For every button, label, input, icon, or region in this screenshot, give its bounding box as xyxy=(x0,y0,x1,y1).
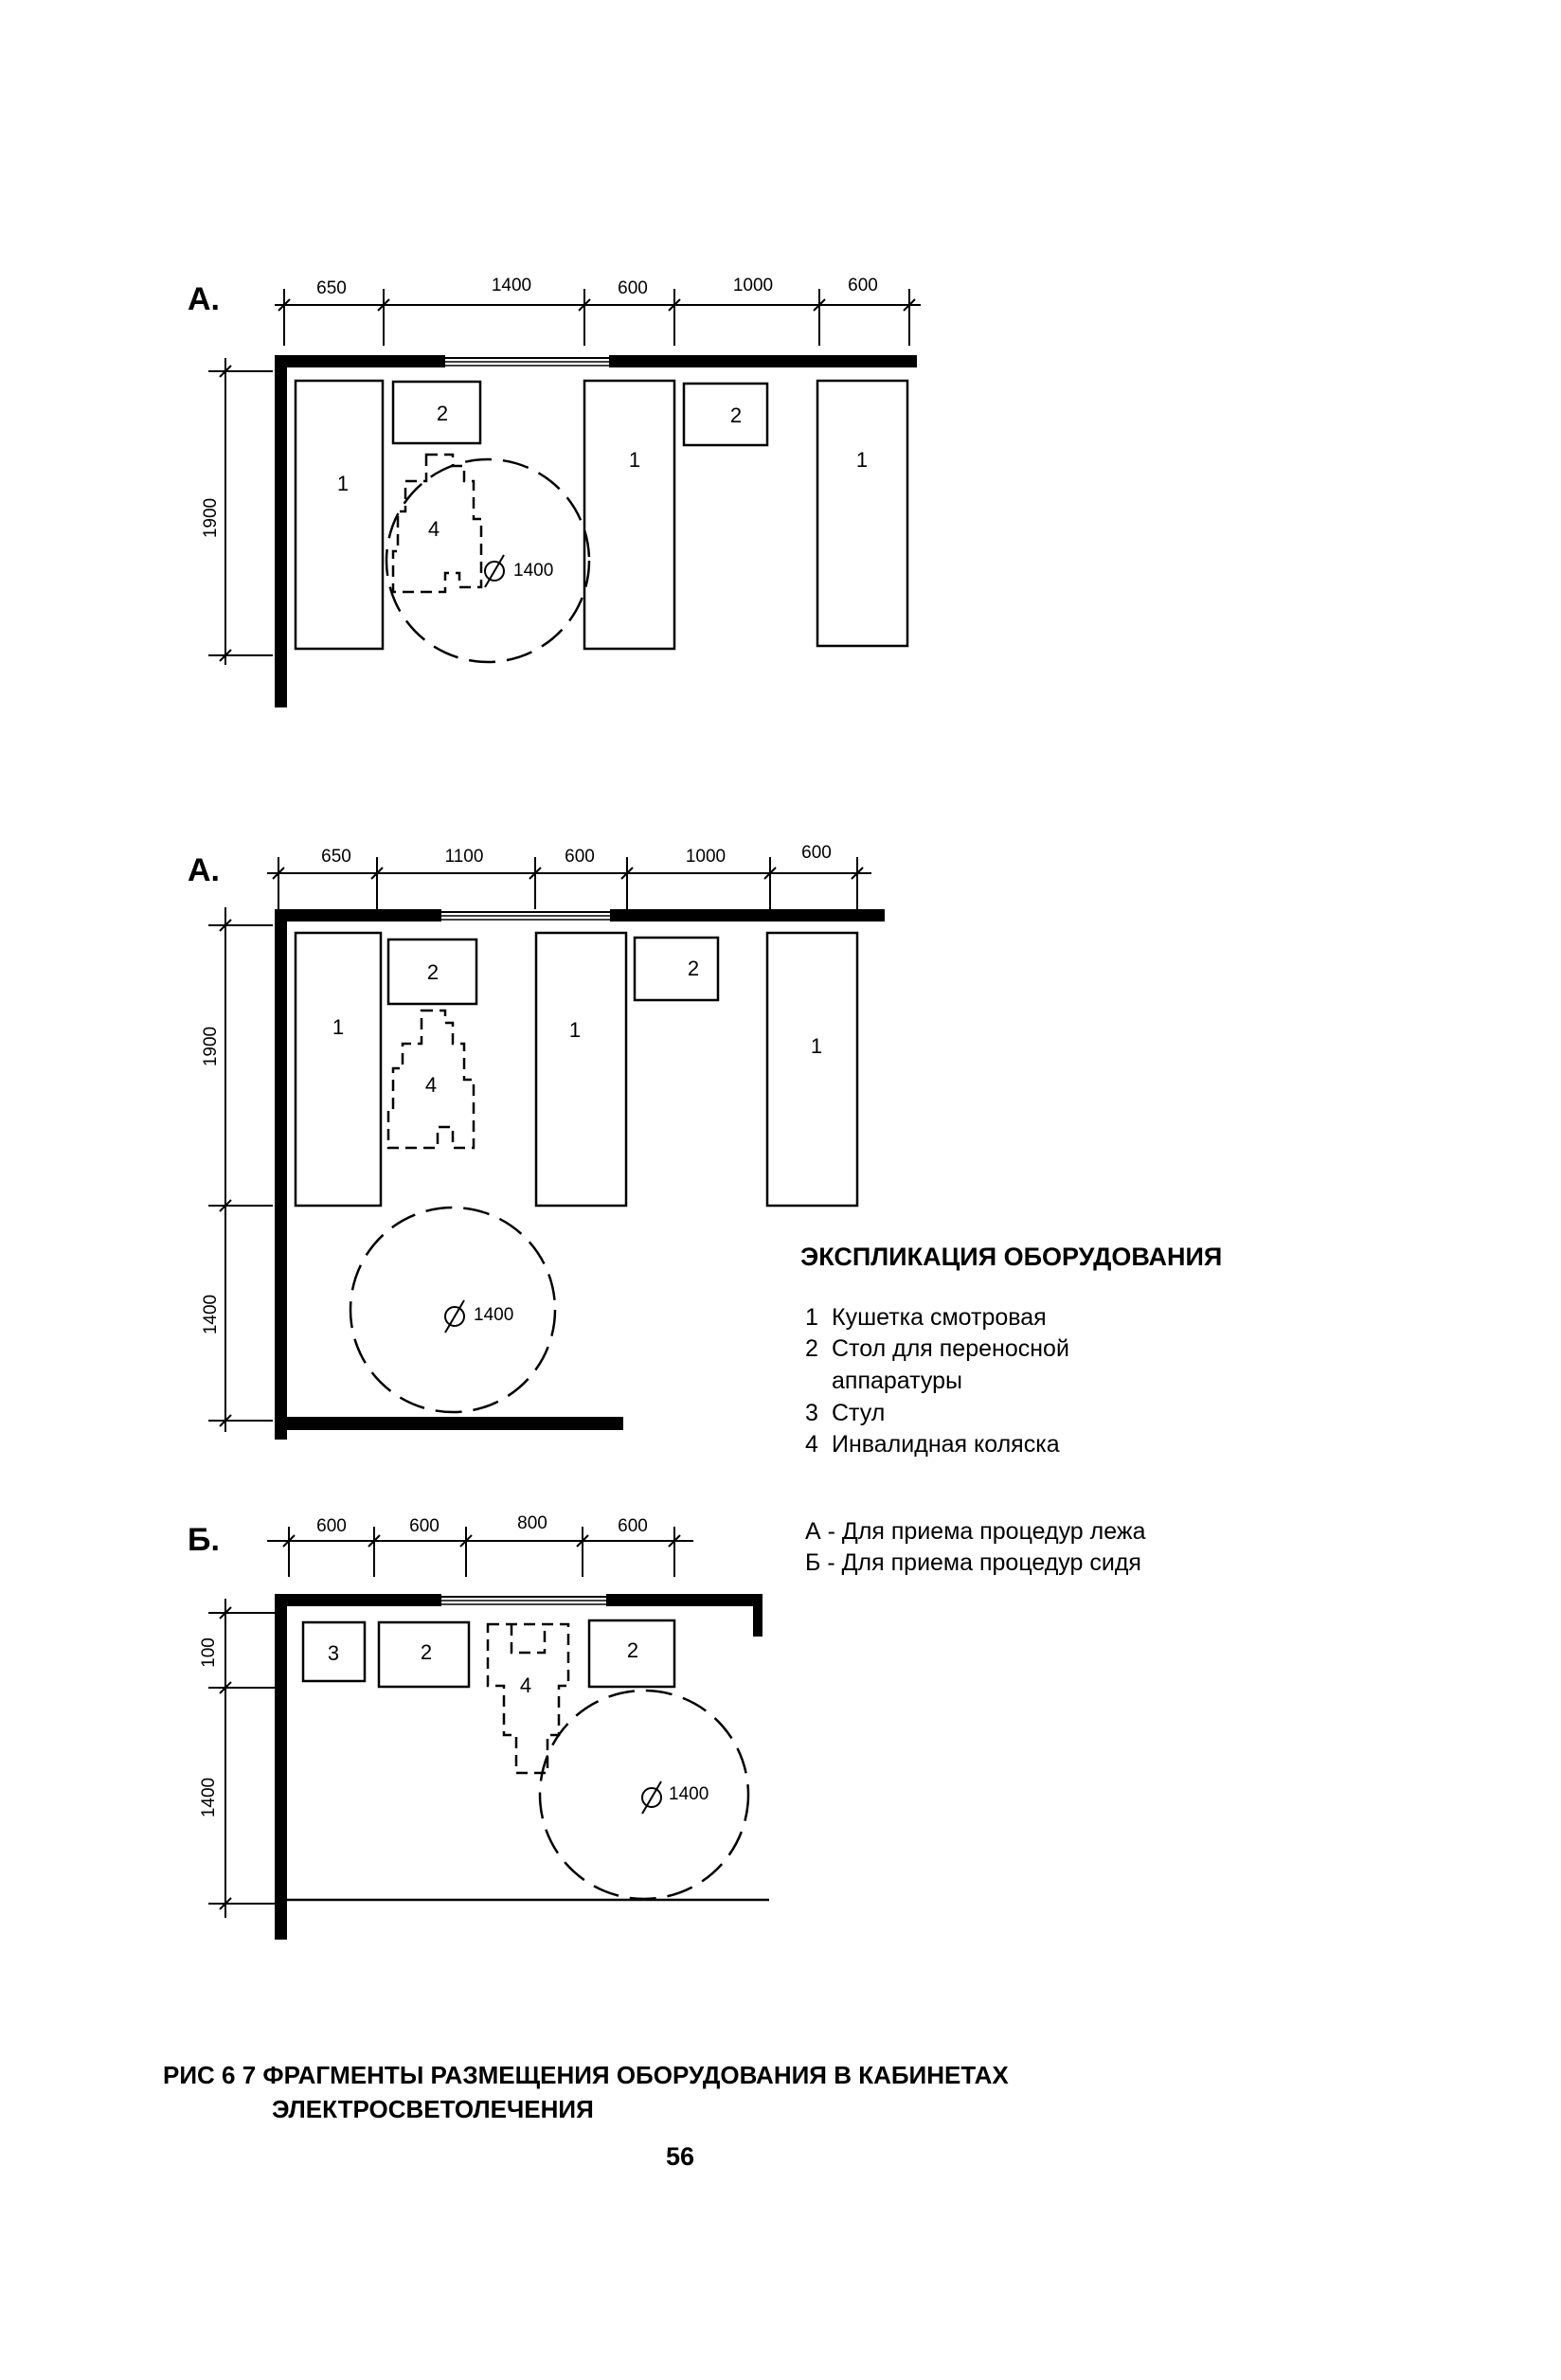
dim-a1-left: 1900 xyxy=(201,497,221,539)
notes xyxy=(805,1518,1146,1576)
legend-item-4-num: 4 xyxy=(805,1431,818,1458)
label-a1-chair: 4 xyxy=(427,517,440,541)
label-b-stool: 3 xyxy=(327,1641,340,1665)
couch-a1-3 xyxy=(817,381,907,646)
label-a2-couch1: 1 xyxy=(332,1015,345,1039)
page-number: 56 xyxy=(665,2142,695,2171)
figure-caption-line2: ЭЛЕКТРОСВЕТОЛЕЧЕНИЯ xyxy=(272,2095,594,2123)
turning-circle-a1 xyxy=(386,459,589,662)
dim-a2-1: 650 xyxy=(321,847,351,867)
dim-a1-1: 650 xyxy=(316,278,347,298)
couch-a1-1 xyxy=(296,381,383,649)
label-a2-chair: 4 xyxy=(424,1073,438,1097)
dim-a1-5: 600 xyxy=(848,276,878,295)
section-label-a2: А. xyxy=(188,852,220,888)
table-a2-2 xyxy=(635,938,718,1000)
couch-a2-2 xyxy=(536,933,626,1206)
diameter-b xyxy=(642,1781,709,1814)
legend-item-2b-text: аппаратуры xyxy=(832,1368,962,1394)
note-a: А - Для приема процедур лежа xyxy=(805,1518,1146,1545)
dim-a2-left-1: 1900 xyxy=(201,1026,221,1067)
label-a1-table2: 2 xyxy=(729,403,743,427)
figure-a1 xyxy=(188,276,921,707)
label-a1-couch3: 1 xyxy=(855,448,869,472)
label-b-table1: 2 xyxy=(420,1640,433,1664)
dim-b-3: 800 xyxy=(517,1513,547,1533)
legend-item-3-text: Стул xyxy=(832,1400,886,1426)
dimension-top-a1 xyxy=(275,289,921,346)
turning-circle-a2 xyxy=(350,1208,555,1412)
legend-item-2-text: Стол для переносной xyxy=(832,1335,1069,1362)
couch-a1-2 xyxy=(584,381,674,649)
label-a2-couch3: 1 xyxy=(810,1034,823,1058)
dim-b-4: 600 xyxy=(618,1516,648,1536)
label-b-table2: 2 xyxy=(626,1638,639,1662)
dim-a2-5: 600 xyxy=(801,843,832,863)
section-label-b: Б. xyxy=(188,1522,220,1558)
label-a1-couch2: 1 xyxy=(628,448,641,472)
dim-b-left-1: 100 xyxy=(199,1637,219,1668)
dim-b-1: 600 xyxy=(316,1516,347,1536)
legend-item-3-num: 3 xyxy=(805,1400,818,1426)
dim-a2-left-2: 1400 xyxy=(201,1294,221,1335)
walls-a2 xyxy=(275,909,885,1440)
diameter-a2-value: 1400 xyxy=(474,1305,514,1325)
label-a2-table2: 2 xyxy=(687,957,700,980)
dim-a1-4: 1000 xyxy=(732,276,774,295)
legend-item-4-text: Инвалидная коляска xyxy=(832,1431,1060,1458)
label-a1-couch1: 1 xyxy=(336,472,350,495)
label-a1-table1: 2 xyxy=(436,402,449,425)
legend-title: ЭКСПЛИКАЦИЯ ОБОРУДОВАНИЯ xyxy=(800,1243,1223,1271)
walls-a1 xyxy=(275,355,917,707)
dim-a2-4: 1000 xyxy=(685,847,727,867)
dim-b-2: 600 xyxy=(409,1516,440,1536)
figure-b xyxy=(188,1513,769,1940)
legend xyxy=(800,1243,1222,1458)
couch-a2-3 xyxy=(767,933,857,1206)
section-label-a1: А. xyxy=(188,281,220,317)
legend-item-2-num: 2 xyxy=(805,1335,818,1362)
dim-a2-2: 1100 xyxy=(444,847,484,867)
legend-item-1-num: 1 xyxy=(805,1304,818,1331)
figure-a2 xyxy=(188,843,885,1440)
dim-a2-3: 600 xyxy=(565,847,595,867)
wheelchair-b xyxy=(488,1624,568,1773)
dimension-left-a2 xyxy=(208,907,273,1432)
walls-b xyxy=(275,1594,769,1940)
label-a2-couch2: 1 xyxy=(568,1018,582,1042)
label-a2-table1: 2 xyxy=(426,960,440,984)
couch-a2-1 xyxy=(296,933,381,1206)
note-b: Б - Для приема процедур сидя xyxy=(805,1549,1141,1576)
turning-circle-b xyxy=(540,1691,748,1899)
diameter-b-value: 1400 xyxy=(669,1784,709,1804)
diameter-a1-value: 1400 xyxy=(513,561,554,581)
table-a1-2 xyxy=(684,384,767,445)
legend-item-1-text: Кушетка смотровая xyxy=(832,1304,1047,1331)
dim-a1-2: 1400 xyxy=(491,276,532,295)
label-b-chair: 4 xyxy=(519,1673,532,1697)
dimension-left-b xyxy=(208,1599,284,1918)
figure-caption-line1: РИС 6 7 ФРАГМЕНТЫ РАЗМЕЩЕНИЯ ОБОРУДОВАНИЯ В КАБИНЕТАХ xyxy=(163,2061,1009,2089)
dim-b-left-2: 1400 xyxy=(199,1777,219,1818)
diameter-a2 xyxy=(445,1300,513,1333)
diameter-a1 xyxy=(485,555,553,587)
dim-a1-3: 600 xyxy=(618,278,648,298)
